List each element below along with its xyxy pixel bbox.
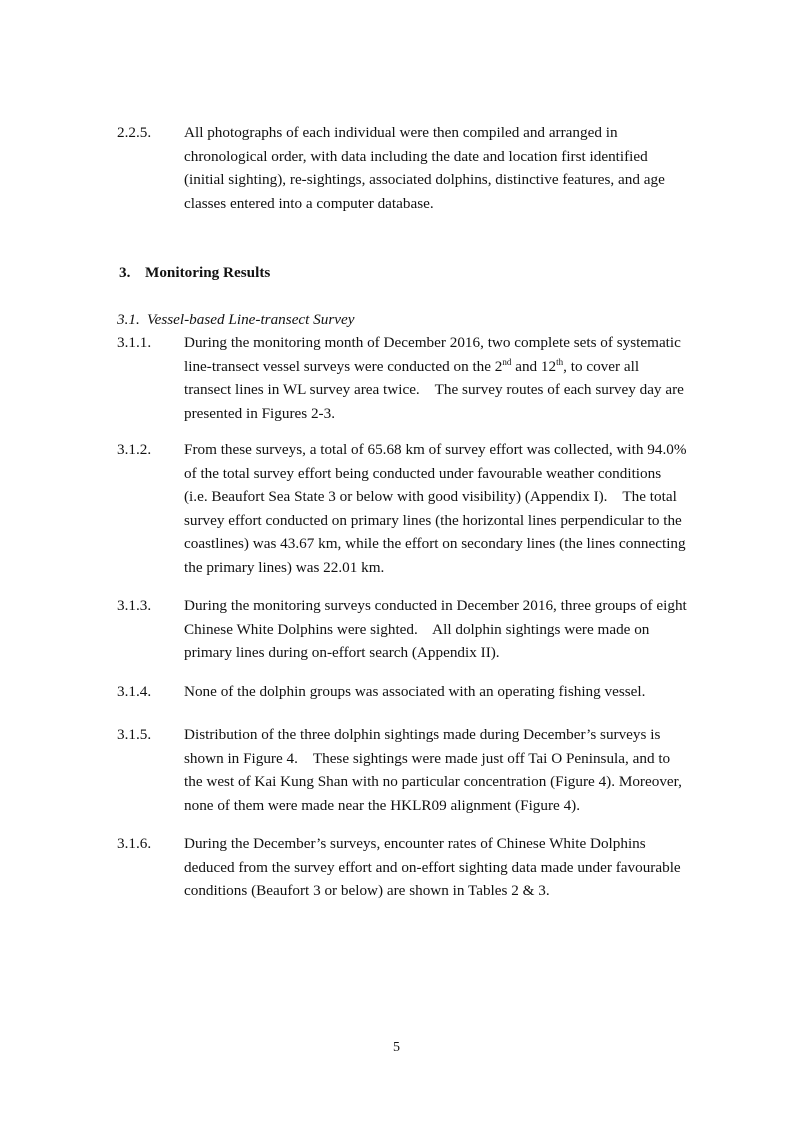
- section-title: Monitoring Results: [145, 264, 271, 281]
- paragraph-3-1-3: [117, 594, 687, 665]
- paragraph-text: [184, 331, 687, 425]
- text-run: , to cover all transect lines in WL survey area twice. The survey routes of each survey day are presented in Figures 2-3.: [184, 357, 684, 422]
- superscript: nd: [502, 356, 512, 367]
- paragraph-2-2-5: [117, 121, 687, 215]
- paragraph-text: Distribution of the three dolphin sightings made during December’s surveys is shown in Figure 4. These sightings were made just off Tai O Peninsula, and to the west of Kai Kung Shan with no particular concentration (Figure 4). Moreover, none of them were made near the HKLR09 alignment (Figure 4).: [184, 726, 682, 814]
- paragraph-text: From these surveys, a total of 65.68 km of survey effort was collected, with 94.0% of the total survey effort being conducted under favourable weather conditions (i.e. Beaufort Sea State 3 or below with good visibility) (Appendix I). The total survey effort conducted on primary lines (the horizontal lines perpendicular to the coastlines) was 43.67 km, while the effort on secondary lines (the lines connecting the primary lines) was 22.01 km.: [184, 441, 687, 576]
- paragraph-3-1-5: [117, 723, 687, 817]
- section-number: 3.: [119, 264, 131, 281]
- paragraph-number: 3.1.5.: [117, 726, 152, 743]
- paragraph-3-1-1: [117, 331, 687, 425]
- paragraph-text: None of the dolphin groups was associated with an operating fishing vessel.: [184, 683, 646, 700]
- superscript: th: [556, 356, 564, 367]
- paragraph-number: 3.1.2.: [117, 441, 152, 458]
- paragraph-number: 3.1.3.: [117, 597, 152, 614]
- subsection-number: 3.1.: [117, 311, 140, 328]
- paragraph-3-1-4: [117, 680, 687, 704]
- text-run: During the monitoring month of December 2016, two complete sets of systematic line-transect vessel surveys were conducted on the 2: [184, 334, 681, 375]
- paragraph-text: During the monitoring surveys conducted in December 2016, three groups of eight Chinese White Dolphins were sighted. All dolphin sightings were made on primary lines during on-effort search (Appendix II).: [184, 597, 687, 662]
- section-heading: [119, 264, 270, 282]
- paragraph-3-1-2: [117, 438, 687, 580]
- paragraph-number: 3.1.6.: [117, 835, 152, 852]
- paragraph-text: All photographs of each individual were then compiled and arranged in chronological order, with data including the date and location first identified (initial sighting), re-sightings, associated dolphins, distinctive features, and age classes entered into a computer database.: [184, 124, 665, 212]
- paragraph-number: 3.1.4.: [117, 683, 152, 700]
- paragraph-number: 2.2.5.: [117, 124, 152, 141]
- paragraph-text: During the December’s surveys, encounter rates of Chinese White Dolphins deduced from the survey effort and on-effort sighting data made under favourable conditions (Beaufort 3 or below) are shown in Tables 2 & 3.: [184, 835, 681, 900]
- subsection-title: Vessel-based Line-transect Survey: [147, 311, 355, 328]
- text-run: and 12: [511, 357, 557, 375]
- subsection-heading: [117, 308, 355, 332]
- page-number: 5: [393, 1040, 400, 1055]
- paragraph-number: 3.1.1.: [117, 334, 152, 351]
- paragraph-3-1-6: [117, 832, 687, 903]
